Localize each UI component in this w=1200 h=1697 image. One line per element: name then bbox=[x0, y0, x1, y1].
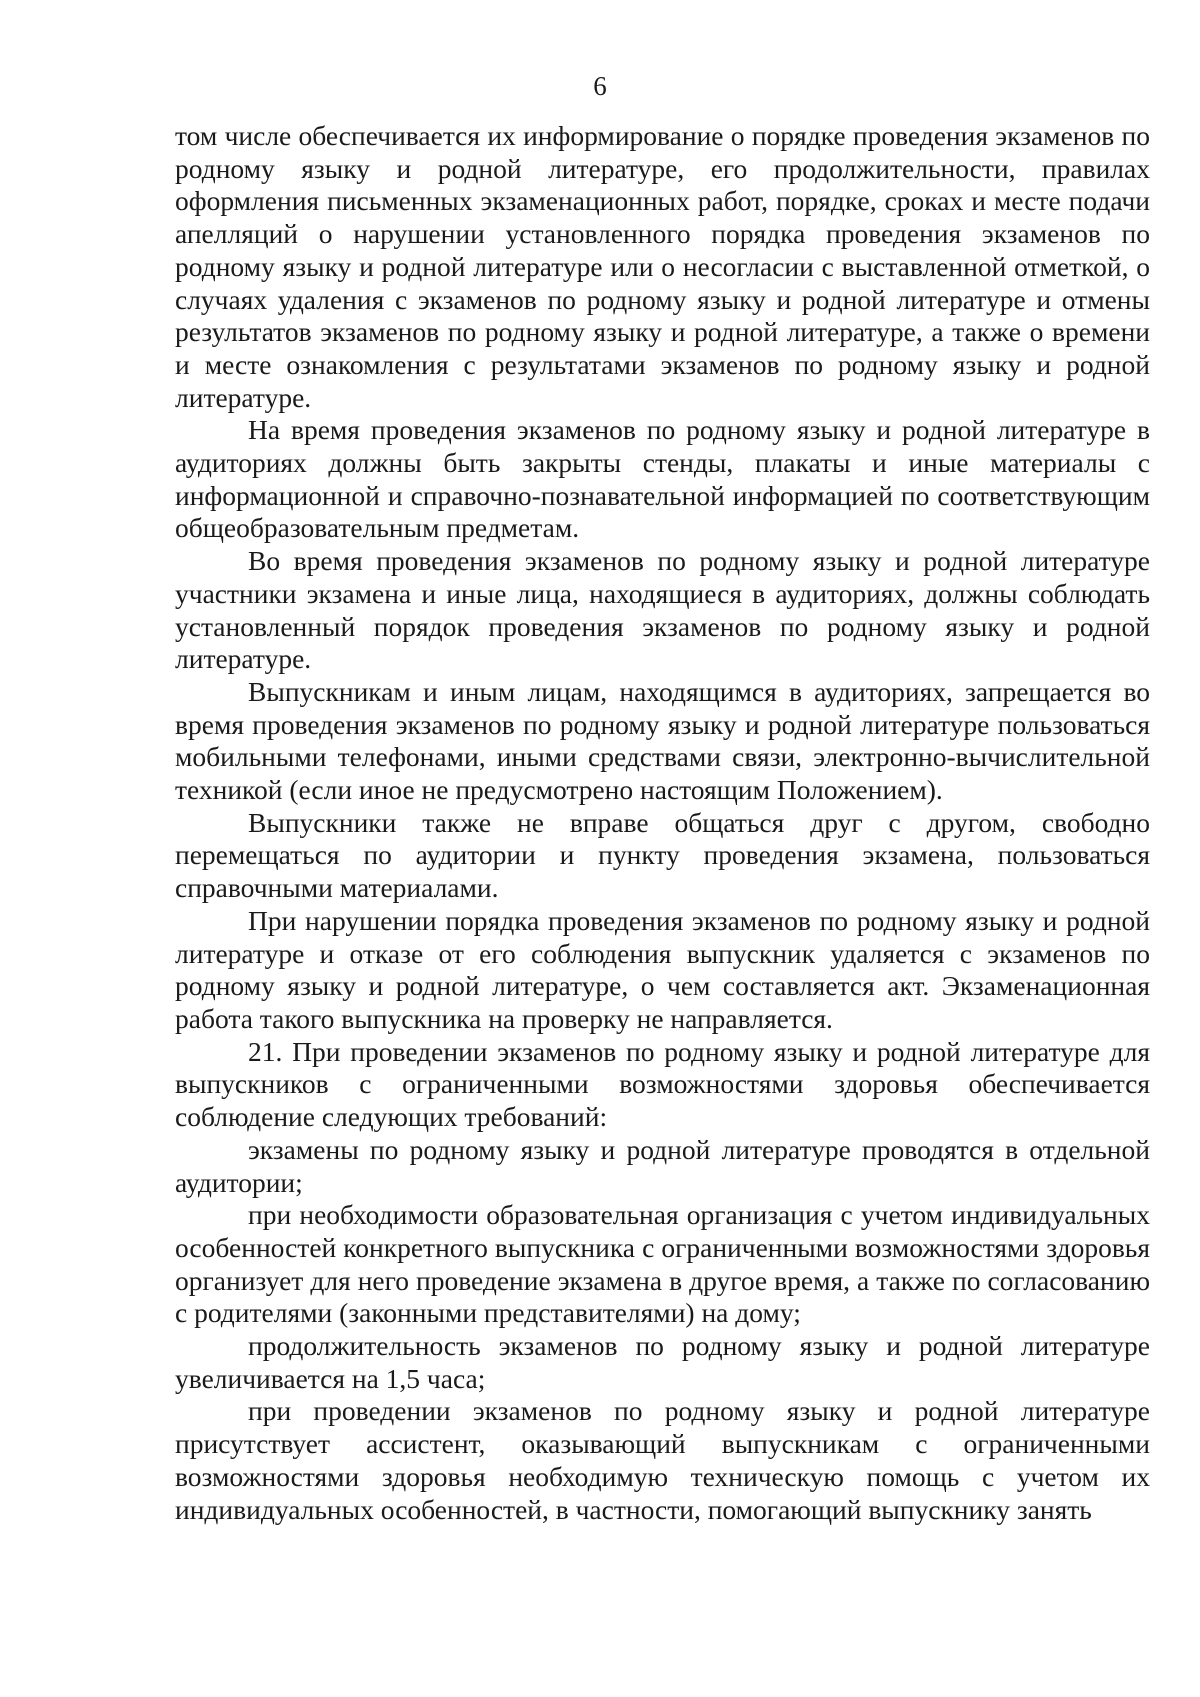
paragraph-separate-room: экзамены по родному языку и родной литературе проводятся в отдельной аудитории; bbox=[175, 1133, 1150, 1198]
paragraph-extended-duration: продолжительность экзаменов по родному языку и родной литературе увеличивается на 1,5 часа; bbox=[175, 1330, 1150, 1394]
paragraph-removal-from-exam: При нарушении порядка проведения экзаменов по родному языку и родной литературе и отказе от его соблюдения выпускник удаляется с экзаменов по родному языку и родной литературе, о чем составляется акт. Экзаменационная работа такого выпускника на проверку не направляется. bbox=[175, 904, 1150, 1034]
paragraph-devices-prohibited: Выпускникам и иным лицам, находящимся в аудиториях, запрещается во время проведения экзаменов по родному языку и родной литературе пользоваться мобильными телефонами, иными средствами связи, электронно-вычислительной техникой (если иное не предусмотрено настоящим Положением). bbox=[175, 675, 1150, 806]
paragraph-communication-prohibited: Выпускники также не вправе общаться друг с другом, свободно перемещаться по аудитории и пункту проведения экзамена, пользоваться справочными материалами. bbox=[175, 806, 1150, 904]
paragraph-assistant: при проведении экзаменов по родному языку и родной литературе присутствует ассистент, оказывающий выпускникам с ограниченными возможностями здоровья необходимую техническую помощь с учетом их индивидуальных особенностей, в частности, помогающий выпускнику занять bbox=[175, 1395, 1150, 1525]
page-number: 6 bbox=[593, 71, 607, 101]
document-body bbox=[175, 120, 1150, 1526]
paragraph-clause-21: 21. При проведении экзаменов по родному языку и родной литературе для выпускников с ограниченными возможностями здоровья обеспечивается соблюдение следующих требований: bbox=[175, 1035, 1150, 1133]
paragraph-stands-closed: На время проведения экзаменов по родному языку и родной литературе в аудиториях должны быть закрыты стенды, плакаты и иные материалы с информационной и справочно-познавательной информацией по соответствующим общеобразовательным предметам. bbox=[175, 414, 1150, 544]
paragraph-individual-schedule: при необходимости образовательная организация с учетом индивидуальных особенностей конкретного выпускника с ограниченными возможностями здоровья организует для него проведение экзамена в другое время, а также по согласованию с родителями (законными представителями) на дому; bbox=[175, 1199, 1150, 1329]
paragraph-order-compliance: Во время проведения экзаменов по родному языку и родной литературе участники экзамена и иные лица, находящиеся в аудиториях, должны соблюдать установленный порядок проведения экзаменов по родному языку и родной литературе. bbox=[175, 545, 1150, 675]
paragraph-continuation: том числе обеспечивается их информирование о порядке проведения экзаменов по родному языку и родной литературе, его продолжительности, правилах оформления письменных экзаменационных работ, порядке, сроках и месте подачи апелляций о нарушении установленного порядка проведения экзаменов по родному языку и родной литературе или о несогласии с выставленной отметкой, о случаях удаления с экзаменов по родному языку и родной литературе и отмены результатов экзаменов по родному языку и родной литературе, а также о времени и месте ознакомления с результатами экзаменов по родному языку и родной литературе. bbox=[175, 120, 1150, 413]
